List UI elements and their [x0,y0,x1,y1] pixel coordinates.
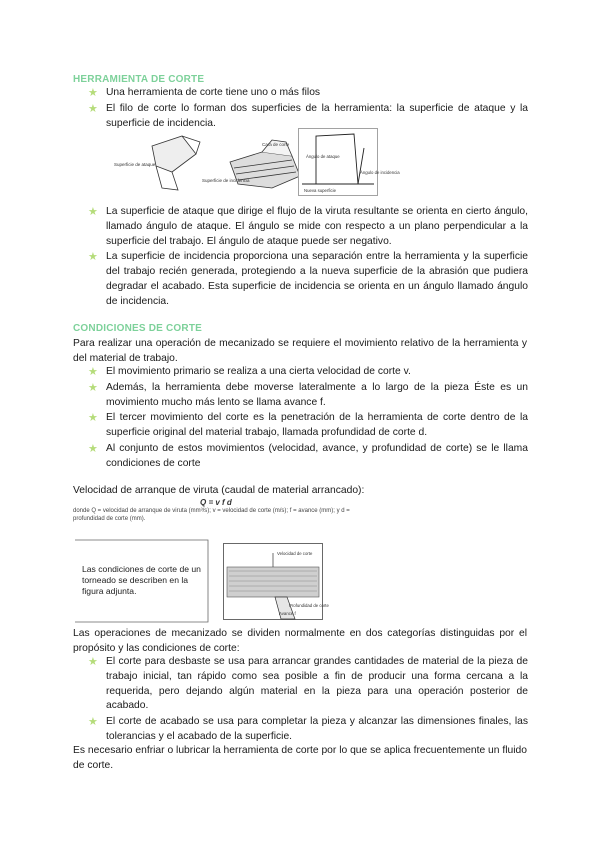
list-item: ★ La superficie de ataque que dirige el flujo de la viruta resultante se orienta en cierto ángulo, llamado ángulo de ataque. El ángulo se mide con respecto a un plano perpendicular a la superficie del trabajo. El ángulo de ataque puede ser negativo. [88,206,528,247]
list-item: ★ El movimiento primario se realiza a una cierta velocidad de corte v. [88,366,411,378]
star-icon: ★ [88,656,98,668]
velocidad-title: Velocidad de arranque de viruta (caudal de material arrancado): [73,485,365,496]
box-caption: Las condiciones de corte de un torneado se describen en la figura adjunta. [82,564,201,596]
list-item: ★ La superficie de incidencia proporciona una separación entre la herramienta y la superficie del trabajo recién generada, protegiendo a la nueva superficie de la abrasión que pudiera degradar el acabado. Esta superficie de incidencia se orienta en un ángulo llamado ángulo de incidencia. [88,251,528,307]
fig-label: Superficie de ataque [114,162,156,167]
bullet-list-condiciones [88,365,528,473]
formula-description: donde Q = velocidad de arranque de viruta (mm³/s); v = velocidad de corte (m/s); f = avance (mm); y d = profundidad de corte (mm). [73,508,350,522]
fig-label: Ángulo de incidencia [360,170,400,175]
star-icon: ★ [88,381,98,394]
list-item: ★ Al conjunto de estos movimientos (velocidad, avance, y profundidad de corte) se le llama condiciones de corte [88,442,528,469]
fig-label-velocidad: Velocidad de corte [277,551,313,556]
formula: Q = v f d [200,498,232,507]
star-icon: ★ [88,251,98,264]
fig-label: Superficie de incidencia [202,178,250,183]
fig-label: Ángulo de ataque [306,154,340,159]
list-item: ★ El tercer movimiento del corte es la penetración de la herramienta de corte dentro de la superficie original del material trabajo, llamada profundidad de corte d. [88,412,528,439]
list-item: ★ Una herramienta de corte tiene uno o más filos [88,87,321,99]
list-item: ★ El corte para desbaste se usa para arrancar grandes cantidades de material de la pieza de trabajo inicial, tan rápido como sea posible a fin de producir una forma cercana a la requerida, pero dejando algún material en la pieza para una operación posterior de acabado. [88,656,528,712]
list-item: ★ El filo de corte lo forman dos superficies de la herramienta: la superficie de ataque y la superficie de incidencia. [88,102,528,129]
list-item: ★ El corte de acabado se usa para completar la pieza y alcanzar las dimensiones finales, las tolerancias y el acabado de la superficie. [88,716,528,742]
paragraph-closing: Es necesario enfriar o lubricar la herramienta de corte por lo que se aplica frecuentemente un fluido de corte. [73,745,527,771]
fig-label: Cara de corte [262,142,290,147]
angle-figure [298,128,400,196]
star-icon: ★ [88,442,98,455]
star-icon: ★ [88,102,98,115]
fig-label-profundidad: Profundidad de corte [289,603,329,608]
fig-label-avance: Avance f [279,611,296,616]
fig-label: Nueva superficie [304,188,337,193]
section-heading-condiciones: CONDICIONES DE CORTE [73,323,203,334]
paragraph-operaciones: Las operaciones de mecanizado se dividen normalmente en dos categorías distinguidas por el propósito y las condiciones de corte: [73,628,527,654]
star-icon: ★ [88,716,98,729]
star-icon: ★ [88,206,98,218]
star-icon: ★ [88,412,98,425]
bullet-list-herramienta-a [88,86,528,132]
turning-figure [223,543,329,620]
section-heading-herramienta: HERRAMIENTA DE CORTE [73,74,205,85]
star-icon: ★ [88,87,98,99]
bullet-list-operaciones [88,655,528,746]
list-item: ★ Además, la herramienta debe moverse lateralmente a lo largo de la pieza Éste es un movimiento mucho más lento se llama avance f. [88,381,528,408]
star-icon: ★ [88,366,98,378]
bullet-list-herramienta-b [88,205,528,311]
paragraph-intro: Para realizar una operación de mecanizado se requiere el movimiento relativo de la herramienta y del material de trabajo. [73,338,527,364]
